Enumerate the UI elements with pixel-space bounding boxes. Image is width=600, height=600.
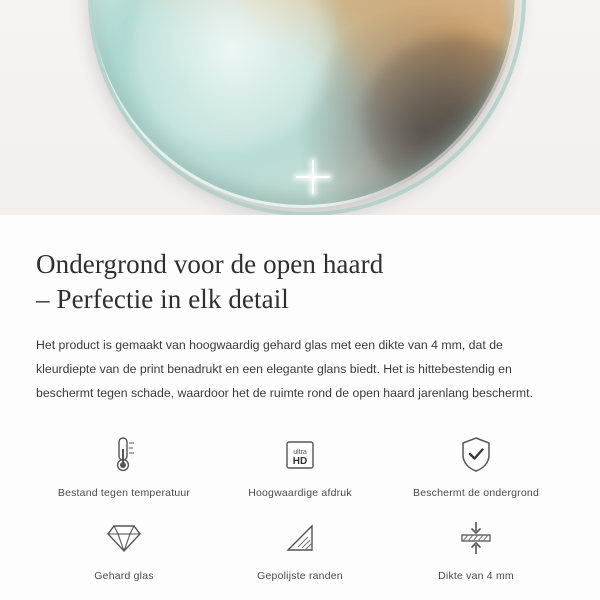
headline-line-2: – Perfectie in elk detail xyxy=(36,283,289,314)
thermometer-icon xyxy=(107,432,141,478)
feature-label: Gehard glas xyxy=(94,570,154,582)
headline-line-1: Ondergrond voor de open haard xyxy=(36,249,384,279)
ultra-hd-icon xyxy=(280,432,320,478)
svg-text:ultra: ultra xyxy=(293,449,307,456)
thickness-icon xyxy=(454,515,498,561)
description-content xyxy=(0,215,600,582)
round-glass-panel xyxy=(88,0,518,208)
feature-temperature xyxy=(36,432,212,499)
feature-label: Beschermt de ondergrond xyxy=(412,487,539,499)
feature-label: Bestand tegen temperatuur xyxy=(57,487,191,499)
polished-edges-icon xyxy=(281,515,319,561)
feature-label: Hoogwaardige afdruk xyxy=(248,487,352,499)
feature-polished-edges xyxy=(212,515,388,582)
feature-label: Gepolijste randen xyxy=(257,570,343,582)
page-title xyxy=(36,247,564,316)
svg-text:HD: HD xyxy=(292,456,308,467)
feature-thickness xyxy=(388,515,564,582)
feature-print-quality xyxy=(212,432,388,499)
feature-grid xyxy=(36,432,564,582)
diamond-icon xyxy=(105,515,143,561)
feature-tempered-glass xyxy=(36,515,212,582)
shield-check-icon xyxy=(458,432,494,478)
hero-product-image xyxy=(0,0,600,215)
feature-label: Dikte van 4 mm xyxy=(438,570,514,582)
description-paragraph: Het product is gemaakt van hoogwaardig gehard glas met een dikte van 4 mm, dat de kleurdiepte van de print benadrukt en een elegante glans biedt. Het is hittebestendig en beschermt tegen schade, waardoor het de ruimte rond de open haard jarenlang beschermt. xyxy=(36,338,533,401)
feature-surface-protection xyxy=(388,432,564,499)
